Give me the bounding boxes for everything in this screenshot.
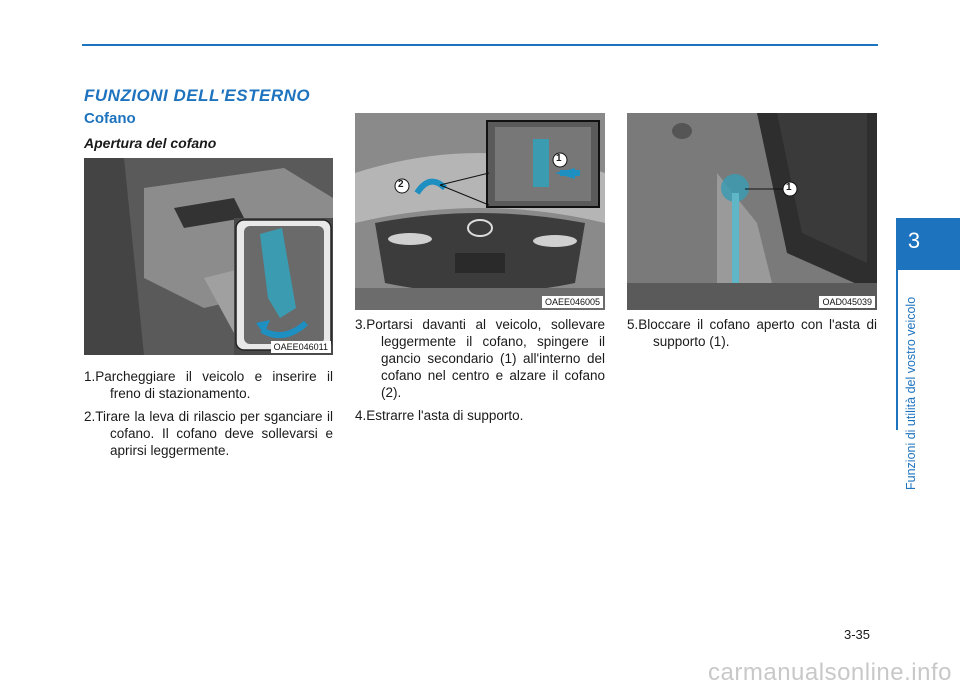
column-3-text [627, 316, 877, 356]
section-title: FUNZIONI DELL'ESTERNO [84, 86, 311, 105]
column-2-text [355, 316, 605, 430]
figure-code: OAEE046011 [271, 341, 331, 353]
figure-code: OAD045039 [819, 296, 875, 308]
callout-2: 2 [398, 179, 404, 190]
page-number: 3-35 [844, 627, 871, 642]
figure-support-rod [627, 113, 877, 310]
step-3: 3.Portarsi davanti al veicolo, sollevare leggermente il cofano, spingere il gancio secondario (1) all'interno del cofano nel centro e alzare il cofano (2). [355, 317, 605, 400]
support-rod-illustration [627, 113, 877, 310]
step-1: 1.Parcheggiare il veicolo e inserire il freno di stazionamento. [84, 369, 333, 401]
chapter-number: 3 [907, 228, 921, 253]
chapter-title: Funzioni di utilità del vostro veicolo [904, 296, 918, 490]
step-4: 4.Estrarre l'asta di supporto. [355, 408, 524, 423]
step-2: 2.Tirare la leva di rilascio per sganciare il cofano. Il cofano deve sollevarsi e aprirsi leggermente. [84, 409, 333, 458]
callout-1: 1 [786, 182, 792, 193]
release-lever-illustration [84, 158, 333, 355]
figure-code: OAEE046005 [542, 296, 603, 308]
secondary-latch-illustration [355, 113, 605, 310]
step-5: 5.Bloccare il cofano aperto con l'asta di supporto (1). [627, 317, 877, 349]
top-rule [82, 44, 878, 46]
callout-1: 1 [556, 153, 562, 164]
watermark: carmanualsonline.info [708, 659, 952, 686]
chapter-tab [896, 218, 960, 270]
column-1-text [84, 368, 333, 465]
subheading: Cofano [84, 110, 136, 127]
side-rule [896, 270, 898, 430]
subsubheading: Apertura del cofano [84, 135, 217, 151]
figure-secondary-latch [355, 113, 605, 310]
figure-release-lever [84, 158, 333, 355]
